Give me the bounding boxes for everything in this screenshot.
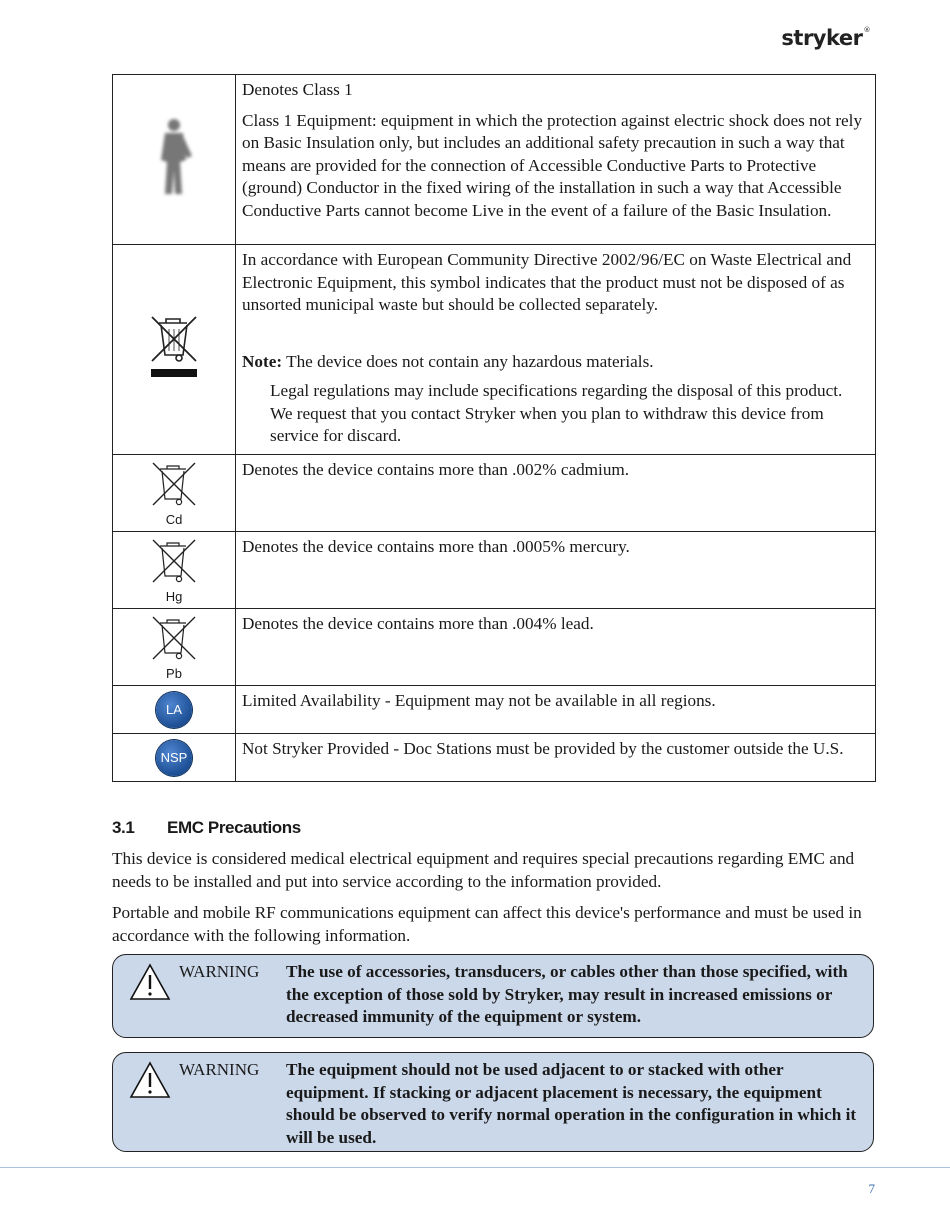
warning-triangle-icon bbox=[129, 1061, 171, 1099]
metal-symbol: Hg bbox=[165, 588, 183, 604]
legal-paragraph: Legal regulations may include specifications regarding the disposal of this product. We request that you contact Stryker when you plan to withdraw this device from service for discard. bbox=[270, 381, 843, 445]
table-row bbox=[113, 686, 876, 734]
symbol-description bbox=[236, 532, 876, 609]
nsp-badge-icon: NSP bbox=[156, 740, 192, 776]
footer-divider bbox=[0, 1167, 950, 1168]
note-text: The device does not contain any hazardous materials. bbox=[282, 351, 654, 371]
symbol-description bbox=[236, 245, 876, 455]
warning-label: WARNING bbox=[179, 962, 260, 981]
table-row bbox=[113, 455, 876, 532]
symbol-body: Limited Availability - Equipment may not be available in all regions. bbox=[242, 691, 716, 710]
symbol-title: Denotes Class 1 bbox=[242, 80, 353, 99]
warning-text: The use of accessories, transducers, or cables other than those specified, with the exception of those sold by Stryker, may result in increased emissions or decreased immunity of the equipment or system. bbox=[286, 962, 848, 1026]
note-label: Note: bbox=[242, 351, 283, 371]
table-row bbox=[113, 734, 876, 782]
la-badge-icon: LA bbox=[156, 692, 192, 728]
section-number: 3.1 bbox=[112, 818, 135, 837]
symbol-body: Denotes the device contains more than .002% cadmium. bbox=[242, 460, 630, 479]
section-heading bbox=[112, 818, 301, 838]
metal-symbol: Pb bbox=[166, 665, 182, 681]
warning-box bbox=[112, 1052, 874, 1152]
symbol-body: In accordance with European Community Directive 2002/96/EC on Waste Electrical and Electronic Equipment, this symbol indicates that the product must not be disposed of as unsorted municipal waste but should be collected separately. bbox=[242, 250, 852, 314]
symbol-body: Class 1 Equipment: equipment in which the protection against electric shock does not rely on Basic Insulation only, but includes an additional safety precaution in such a way that means are provided for the connection of Accessible Conductive Parts to Protective (ground) Conductor in the fixed wiring of the installation in such a way that Accessible Conductive Parts cannot become Live in the event of a failure of the Basic Insulation. bbox=[242, 110, 863, 220]
symbol-description bbox=[236, 609, 876, 686]
body-paragraph: Portable and mobile RF communications equipment can affect this device's performance and must be used in accordance with the following information. bbox=[112, 903, 862, 945]
table-row bbox=[113, 532, 876, 609]
symbol-description bbox=[236, 686, 876, 734]
crossed-bin-lead-icon bbox=[151, 615, 197, 663]
symbol-cell bbox=[113, 686, 236, 734]
body-paragraph: This device is considered medical electrical equipment and requires special precautions regarding EMC and needs to be installed and put into service according to the information provided. bbox=[112, 849, 855, 891]
symbol-body: Not Stryker Provided - Doc Stations must be provided by the customer outside the U.S. bbox=[242, 739, 844, 758]
warning-box bbox=[112, 954, 874, 1038]
table-row bbox=[113, 245, 876, 455]
table-row bbox=[113, 609, 876, 686]
symbol-cell bbox=[113, 455, 236, 532]
warning-text: The equipment should not be used adjacent to or stacked with other equipment. If stacking or adjacent placement is necessary, the equipment should be observed to verify normal operation in the configuration in which it will be used. bbox=[286, 1060, 857, 1147]
warning-label: WARNING bbox=[179, 1060, 260, 1079]
symbol-body: Denotes the device contains more than .004% lead. bbox=[242, 614, 594, 633]
crossed-bin-mercury-icon bbox=[151, 538, 197, 586]
table-row bbox=[113, 75, 876, 245]
symbol-cell bbox=[113, 532, 236, 609]
stryker-logo: stryker® bbox=[781, 26, 870, 50]
symbol-description bbox=[236, 455, 876, 532]
class-1-person-icon bbox=[144, 116, 204, 198]
symbol-cell bbox=[113, 609, 236, 686]
symbol-table bbox=[112, 74, 876, 782]
symbol-cell bbox=[113, 75, 236, 245]
symbol-description bbox=[236, 75, 876, 245]
note-paragraph bbox=[242, 351, 868, 374]
metal-symbol: Cd bbox=[165, 511, 183, 527]
symbol-body: Denotes the device contains more than .0005% mercury. bbox=[242, 537, 630, 556]
warning-triangle-icon bbox=[129, 963, 171, 1001]
symbol-description bbox=[236, 734, 876, 782]
section-title: EMC Precautions bbox=[167, 818, 301, 837]
page-number: 7 bbox=[868, 1181, 875, 1196]
crossed-bin-cadmium-icon bbox=[151, 461, 197, 509]
symbol-cell bbox=[113, 734, 236, 782]
weee-crossed-bin-icon bbox=[149, 313, 199, 381]
symbol-cell bbox=[113, 245, 236, 455]
